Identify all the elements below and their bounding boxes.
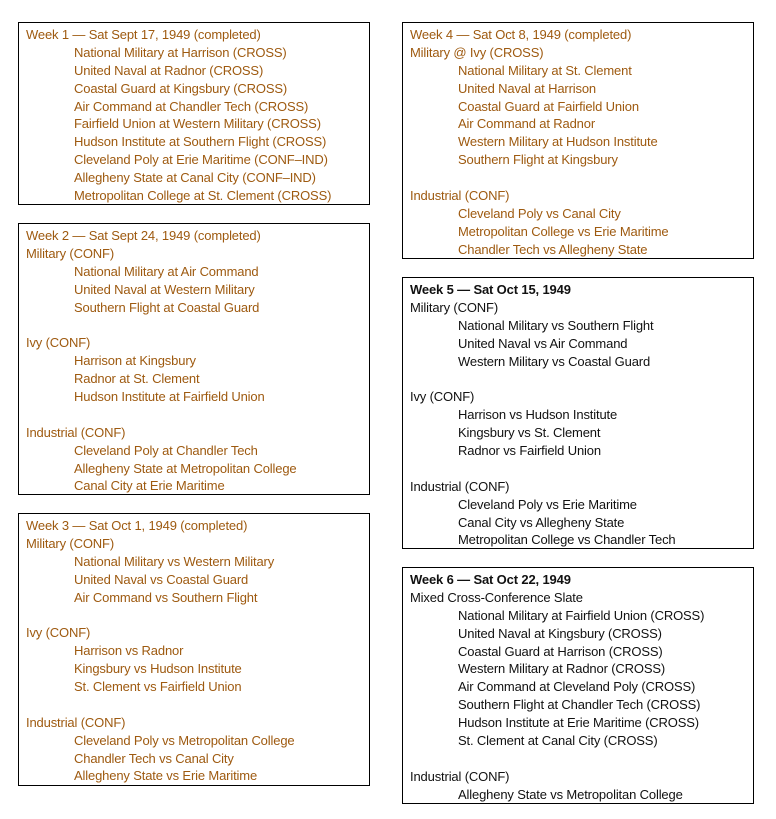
- game-item: Metropolitan College vs Chandler Tech: [458, 532, 676, 548]
- game-item: National Military at Air Command: [74, 263, 259, 279]
- spacer: [26, 696, 362, 714]
- section-heading-ivy: Ivy (CONF): [26, 625, 91, 641]
- spacer: [410, 169, 746, 187]
- game-item: National Military at St. Clement: [458, 62, 632, 78]
- game-item: Cleveland Poly vs Metropolitan College: [74, 732, 295, 748]
- game-item: Allegheny State at Canal City (CONF–IND): [74, 170, 316, 186]
- section-heading-military: Military (CONF): [410, 299, 499, 315]
- week-6-title: Week 6 — Sat Oct 22, 1949: [410, 572, 571, 587]
- week-1-title: Week 1 — Sat Sept 17, 1949 (completed): [26, 27, 261, 42]
- game-item: Air Command vs Southern Flight: [74, 589, 258, 605]
- game-item: Southern Flight at Chandler Tech (CROSS): [458, 697, 701, 713]
- section-heading-industrial: Industrial (CONF): [26, 424, 126, 440]
- week-1-card: [18, 22, 370, 205]
- section-heading-industrial: Industrial (CONF): [410, 478, 510, 494]
- game-item: United Naval at Western Military: [74, 281, 255, 297]
- spacer: [410, 460, 746, 478]
- game-item: Chandler Tech vs Canal City: [74, 750, 234, 766]
- week-4-title: Week 4 — Sat Oct 8, 1949 (completed): [410, 27, 632, 42]
- game-item: Hudson Institute at Southern Flight (CROSS): [74, 134, 327, 150]
- section-heading-military-ivy: Military @ Ivy (CROSS): [410, 44, 544, 60]
- game-item: Harrison vs Hudson Institute: [458, 407, 618, 423]
- week-5-title: Week 5 — Sat Oct 15, 1949: [410, 282, 571, 297]
- game-item: Radnor at St. Clement: [74, 371, 200, 387]
- spacer: [410, 370, 746, 388]
- game-item: Chandler Tech vs Allegheny State: [458, 241, 648, 257]
- section-heading-ivy: Ivy (CONF): [26, 335, 91, 351]
- game-item: Hudson Institute at Fairfield Union: [74, 389, 265, 405]
- game-item: Radnor vs Fairfield Union: [458, 443, 601, 459]
- game-item: Cleveland Poly vs Canal City: [458, 205, 621, 221]
- game-item: Air Command at Radnor: [458, 116, 596, 132]
- game-item: United Naval vs Coastal Guard: [74, 571, 249, 587]
- game-item: Coastal Guard at Kingsbury (CROSS): [74, 80, 288, 96]
- game-item: Southern Flight at Coastal Guard: [74, 299, 260, 315]
- game-item: Allegheny State vs Erie Maritime: [74, 768, 258, 784]
- game-item: Western Military vs Coastal Guard: [458, 353, 651, 369]
- game-item: Western Military at Radnor (CROSS): [458, 661, 666, 677]
- game-item: Metropolitan College vs Erie Maritime: [458, 223, 669, 239]
- week-3-title: Week 3 — Sat Oct 1, 1949 (completed): [26, 518, 248, 533]
- spacer: [26, 316, 362, 334]
- week-6-card: [402, 567, 754, 804]
- game-item: Allegheny State vs Metropolitan College: [458, 786, 683, 802]
- game-item: Western Military at Hudson Institute: [458, 134, 658, 150]
- game-item: National Military vs Southern Flight: [458, 317, 654, 333]
- week-3-card: [18, 513, 370, 786]
- section-heading-ivy: Ivy (CONF): [410, 389, 475, 405]
- game-item: Allegheny State at Metropolitan College: [74, 460, 297, 476]
- game-item: Southern Flight at Kingsbury: [458, 152, 618, 168]
- game-item: Cleveland Poly at Chandler Tech: [74, 442, 258, 458]
- spacer: [410, 750, 746, 768]
- week-2-card: [18, 223, 370, 495]
- week-4-card: [402, 22, 754, 259]
- section-heading-military: Military (CONF): [26, 245, 115, 261]
- spacer: [26, 606, 362, 624]
- game-item: United Naval at Harrison: [458, 80, 597, 96]
- week-2-title: Week 2 — Sat Sept 24, 1949 (completed): [26, 228, 261, 243]
- game-item: Cleveland Poly at Erie Maritime (CONF–IND): [74, 152, 328, 168]
- game-item: Coastal Guard at Fairfield Union: [458, 98, 639, 114]
- game-item: Canal City at Erie Maritime: [74, 478, 225, 494]
- game-item: National Military vs Western Military: [74, 553, 275, 569]
- game-item: United Naval vs Air Command: [458, 335, 628, 351]
- section-heading-industrial: Industrial (CONF): [410, 768, 510, 784]
- game-item: Harrison vs Radnor: [74, 643, 184, 659]
- game-item: Fairfield Union at Western Military (CROSS): [74, 116, 321, 132]
- section-heading-military: Military (CONF): [26, 535, 115, 551]
- game-item: Kingsbury vs Hudson Institute: [74, 661, 242, 677]
- game-item: Hudson Institute at Erie Maritime (CROSS): [458, 715, 699, 731]
- section-heading-industrial: Industrial (CONF): [410, 188, 510, 204]
- game-item: United Naval at Radnor (CROSS): [74, 62, 264, 78]
- week-5-card: [402, 277, 754, 549]
- game-item: Air Command at Chandler Tech (CROSS): [74, 98, 309, 114]
- game-item: Kingsbury vs St. Clement: [458, 425, 601, 441]
- game-item: Coastal Guard at Harrison (CROSS): [458, 643, 663, 659]
- game-item: Air Command at Cleveland Poly (CROSS): [458, 679, 696, 695]
- game-item: Canal City vs Allegheny State: [458, 514, 625, 530]
- game-item: National Military at Fairfield Union (CROSS): [458, 607, 705, 623]
- game-item: St. Clement at Canal City (CROSS): [458, 733, 658, 749]
- game-item: Harrison at Kingsbury: [74, 353, 196, 369]
- game-item: St. Clement vs Fairfield Union: [74, 679, 242, 695]
- section-heading-industrial: Industrial (CONF): [26, 714, 126, 730]
- game-item: United Naval at Kingsbury (CROSS): [458, 625, 662, 641]
- spacer: [26, 406, 362, 424]
- game-item: National Military at Harrison (CROSS): [74, 44, 287, 60]
- game-item: Metropolitan College at St. Clement (CROSS): [74, 188, 332, 204]
- section-heading-mixed-cross: Mixed Cross-Conference Slate: [410, 589, 583, 605]
- game-item: Cleveland Poly vs Erie Maritime: [458, 496, 637, 512]
